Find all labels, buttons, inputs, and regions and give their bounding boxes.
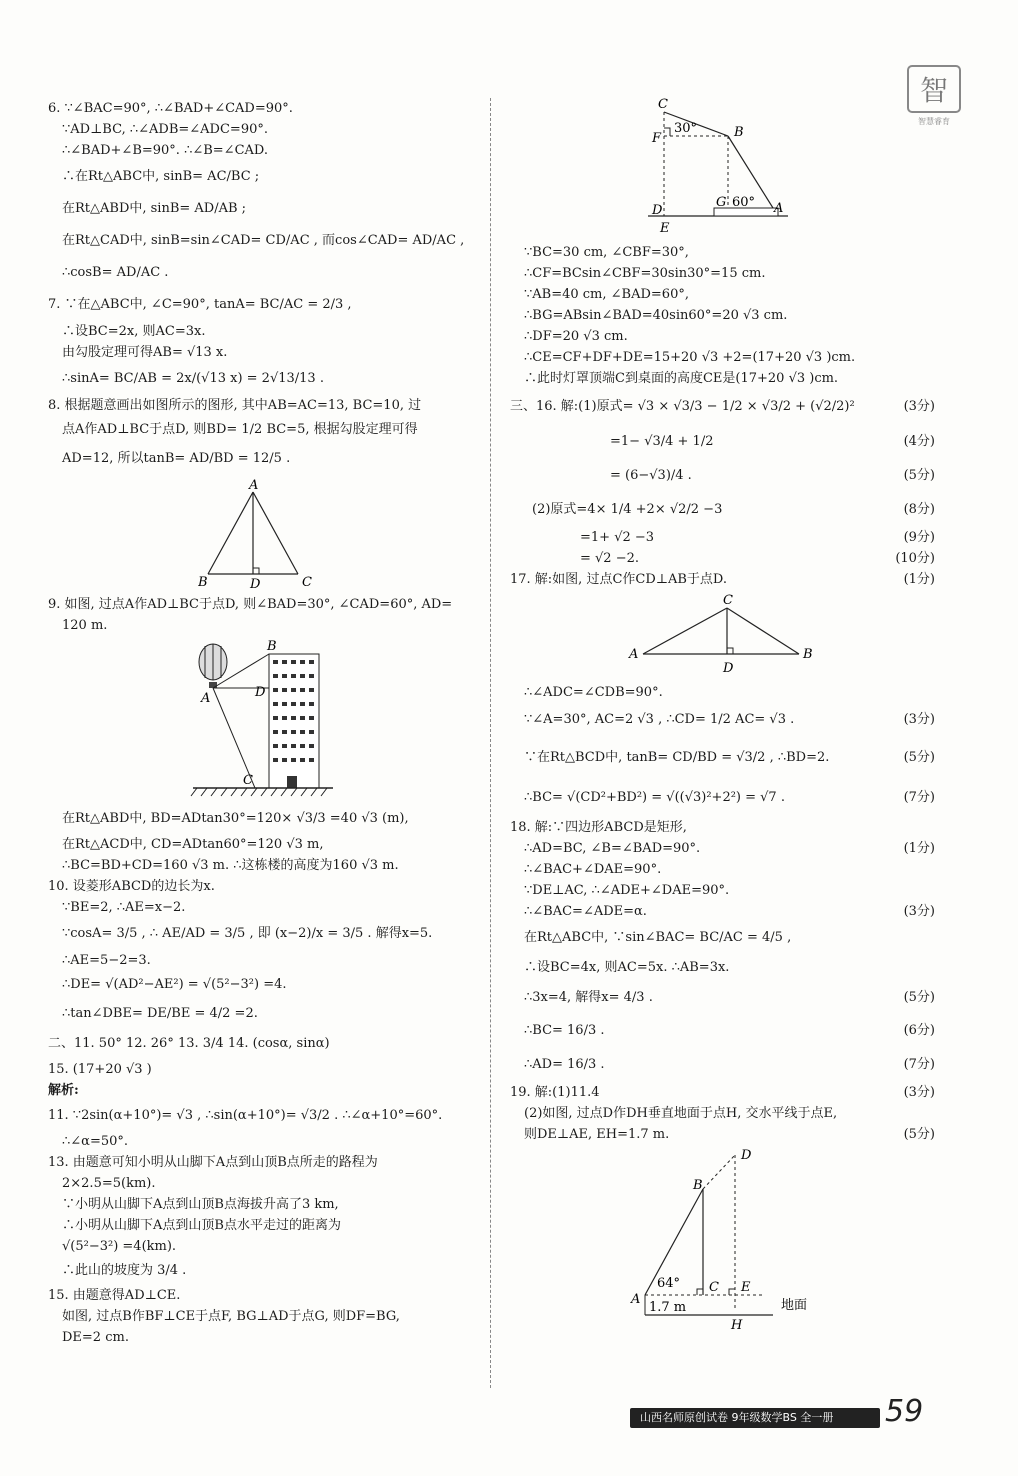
scored-line xyxy=(510,838,935,859)
step-text: ∴3x=4, 解得x= 4/3 . xyxy=(524,990,653,1005)
scored-line xyxy=(510,779,935,817)
scored-line xyxy=(510,817,935,838)
angle-64: 64° xyxy=(656,1276,680,1291)
step-text: 17. 解:如图, 过点C作CD⊥AB于点D. xyxy=(510,572,728,587)
scored-line xyxy=(510,954,935,982)
score-label: (7分) xyxy=(903,790,935,805)
step-text: ∴∠BAC+∠DAE=90°. xyxy=(524,862,662,877)
text-line: 8. 根据题意画出如图所示的图形, 其中AB=AC=13, BC=10, 过 xyxy=(48,398,422,413)
label-B: B xyxy=(802,647,813,662)
text-line: 9. 如图, 过点A作AD⊥BC于点D, 则∠BAD=30°, ∠CAD=60°, AD= xyxy=(48,597,453,612)
label-D: D xyxy=(250,577,261,590)
text-line: ∴此时灯罩顶端C到桌面的高度CE是(17+20 √3 )cm. xyxy=(524,371,839,386)
scored-line xyxy=(510,1103,935,1124)
triangle-figure-8 xyxy=(198,478,328,590)
score-label: (1分) xyxy=(903,841,935,856)
column-divider xyxy=(490,98,491,1388)
scored-line xyxy=(510,1014,935,1048)
page-number: 59 xyxy=(885,1394,924,1429)
text-line: ∵小明从山脚下A点到山顶B点海拔升高了3 km, xyxy=(62,1197,339,1212)
step-text: ∴设BC=4x, 则AC=5x. ∴AB=3x. xyxy=(524,960,730,975)
text-line: 15. 由题意得AD⊥CE. xyxy=(48,1288,181,1303)
label-B: B xyxy=(198,575,208,590)
label-C: C xyxy=(302,575,312,590)
text-line: ∴CE=CF+DF+DE=15+20 √3 +2=(17+20 √3 )cm. xyxy=(524,350,856,365)
scored-line xyxy=(510,527,935,548)
height-label: 1.7 m xyxy=(648,1300,686,1315)
footer-bar: 山西名师原创试卷 9年级数学BS 全一册 xyxy=(630,1408,880,1428)
text-line: 解析: xyxy=(48,1083,79,1098)
label-C: C xyxy=(708,1280,719,1295)
left-column xyxy=(48,98,478,1348)
text-line: 6. ∵∠BAC=90°, ∴∠BAD+∠CAD=90°. xyxy=(48,101,293,116)
step-text: (2)原式=4× 1/4 +2× √2/2 −3 xyxy=(532,502,723,517)
scored-line xyxy=(510,859,935,880)
score-label: (3分) xyxy=(903,712,935,727)
right-column xyxy=(510,98,935,1337)
label-E: E xyxy=(659,221,669,236)
scored-line xyxy=(510,682,935,703)
text-line: AD=12, 所以tanB= AD/BD = 12/5 . xyxy=(62,451,291,466)
label-B: B xyxy=(733,125,744,140)
score-label: (5分) xyxy=(903,990,935,1005)
label-H: H xyxy=(730,1318,742,1333)
text-line: 在Rt△ABD中, sinB= AD/AB ; xyxy=(62,201,247,216)
text-line: 在Rt△CAD中, sinB=sin∠CAD= CD/AC , 而cos∠CAD= AD/AC , xyxy=(62,233,465,248)
step-text: ∴BC= √(CD²+BD²) = √((√3)²+2²) = √7 . xyxy=(524,790,785,805)
label-B: B xyxy=(692,1178,703,1193)
mountain-figure xyxy=(623,1149,823,1333)
score-label: (5分) xyxy=(903,750,935,765)
angle-30: 30° xyxy=(673,121,697,136)
score-label: (4分) xyxy=(903,434,935,449)
step-text: 18. 解:∵四边形ABCD是矩形, xyxy=(510,820,687,835)
text-line: 如图, 过点B作BF⊥CE于点F, BG⊥AD于点G, 则DF=BG, xyxy=(62,1309,400,1324)
scored-line xyxy=(510,548,935,569)
label-D: D xyxy=(740,1149,751,1163)
lamp-figure xyxy=(638,98,808,238)
label-A: A xyxy=(773,201,783,216)
text-line: ∵BE=2, ∴AE=x−2. xyxy=(62,900,186,915)
text-line: ∴DF=20 √3 cm. xyxy=(524,329,628,344)
text-line: ∴DE= √(AD²−AE²) = √(5²−3²) =4. xyxy=(62,977,287,992)
score-label: (1分) xyxy=(903,572,935,587)
scored-line xyxy=(510,982,935,1014)
label-C: C xyxy=(243,773,253,788)
text-line: ∴cosB= AD/AC . xyxy=(62,265,169,280)
label-G: G xyxy=(715,195,726,210)
step-text: ∴∠ADC=∠CDB=90°. xyxy=(524,685,663,700)
step-text: 三、16. 解:(1)原式= √3 × √3/3 − 1/2 × √3/2 + (√2/2)² xyxy=(510,399,855,414)
scored-line xyxy=(510,901,935,922)
score-label: (6分) xyxy=(903,1023,935,1038)
text-line: ∴此山的坡度为 3/4 . xyxy=(62,1263,187,1278)
step-text: ∴AD= 16/3 . xyxy=(524,1057,605,1072)
scored-line xyxy=(510,703,935,737)
label-A: A xyxy=(630,1292,640,1307)
score-label: (10分) xyxy=(895,551,935,566)
triangle-figure-17 xyxy=(623,594,823,678)
scored-line xyxy=(510,737,935,779)
text-line: 7. ∵在△ABC中, ∠C=90°, tanA= BC/AC = 2/3 , xyxy=(48,297,352,312)
text-line: ∴在Rt△ABC中, sinB= AC/BC ; xyxy=(62,169,260,184)
text-line: 11. ∵2sin(α+10°)= √3 , ∴sin(α+10°)= √3/2 . ∴∠α+10°=60°. xyxy=(48,1108,443,1123)
label-C: C xyxy=(722,594,733,608)
step-text: 19. 解:(1)11.4 xyxy=(510,1085,600,1100)
scored-line xyxy=(510,425,935,459)
text-line: ∴AE=5−2=3. xyxy=(62,953,151,968)
balloon-building-figure xyxy=(183,640,343,800)
text-line: ∴CF=BCsin∠CBF=30sin30°=15 cm. xyxy=(524,266,766,281)
ground-label: 地面 xyxy=(780,1298,807,1313)
scored-line xyxy=(510,569,935,590)
text-line: 二、11. 50° 12. 26° 13. 3/4 14. (cosα, sinα) xyxy=(48,1036,330,1051)
text-line: 13. 由题意可知小明从山脚下A点到山顶B点所走的路程为 xyxy=(48,1155,378,1170)
text-line: √(5²−3²) =4(km). xyxy=(62,1239,177,1254)
text-line: ∴设BC=2x, 则AC=3x. xyxy=(62,324,206,339)
step-text: (2)如图, 过点D作DH垂直地面于点H, 交水平线于点E, xyxy=(524,1106,838,1121)
scored-line xyxy=(510,459,935,493)
text-line: 在Rt△ABD中, BD=ADtan30°=120× √3/3 =40 √3 (m), xyxy=(62,811,409,826)
text-line: ∵BC=30 cm, ∠CBF=30°, xyxy=(524,245,689,260)
label-D: D xyxy=(255,685,266,700)
text-line: ∵AD⊥BC, ∴∠ADB=∠ADC=90°. xyxy=(62,122,268,137)
text-line: 15. (17+20 √3 ) xyxy=(48,1062,152,1077)
score-label: (7分) xyxy=(903,1057,935,1072)
score-label: (3分) xyxy=(903,1085,935,1100)
text-line: 由勾股定理可得AB= √13 x. xyxy=(62,345,228,360)
step-text: =1+ √2 −3 xyxy=(580,530,655,545)
score-label: (5分) xyxy=(903,468,935,483)
text-line: 120 m. xyxy=(62,618,108,633)
label-A: A xyxy=(628,647,638,662)
text-line: 点A作AD⊥BC于点D, 则BD= 1/2 BC=5, 根据勾股定理可得 xyxy=(62,422,418,437)
scored-line xyxy=(510,1082,935,1103)
step-text: =1− √3/4 + 1/2 xyxy=(610,434,714,449)
text-line: ∴∠BAD+∠B=90°. ∴∠B=∠CAD. xyxy=(62,143,268,158)
scored-line xyxy=(510,880,935,901)
scored-line xyxy=(510,493,935,527)
score-label: (3分) xyxy=(903,399,935,414)
text-line: ∴tan∠DBE= DE/BE = 4/2 =2. xyxy=(62,1006,258,1021)
step-text: ∵∠A=30°, AC=2 √3 , ∴CD= 1/2 AC= √3 . xyxy=(524,712,795,727)
text-line: DE=2 cm. xyxy=(62,1330,129,1345)
text-line: 2×2.5=5(km). xyxy=(62,1176,156,1191)
angle-60: 60° xyxy=(731,195,755,210)
text-line: 在Rt△ACD中, CD=ADtan60°=120 √3 m, xyxy=(62,837,324,852)
step-text: ∴BC= 16/3 . xyxy=(524,1023,605,1038)
text-line: ∵AB=40 cm, ∠BAD=60°, xyxy=(524,287,689,302)
label-D: D xyxy=(651,203,662,218)
step-text: 则DE⊥AE, EH=1.7 m. xyxy=(524,1127,670,1142)
step-text: ∴AD=BC, ∠B=∠BAD=90°. xyxy=(524,841,701,856)
label-D: D xyxy=(722,661,733,676)
step-text: 在Rt△ABC中, ∵sin∠BAC= BC/AC = 4/5 , xyxy=(524,930,792,945)
score-label: (9分) xyxy=(903,530,935,545)
label-F: F xyxy=(651,131,661,146)
text-line: 10. 设菱形ABCD的边长为x. xyxy=(48,879,215,894)
score-label: (3分) xyxy=(903,904,935,919)
text-line: ∴小明从山脚下A点到山顶B点水平走过的距离为 xyxy=(62,1218,341,1233)
logo-caption: 智慧睿育 xyxy=(918,117,950,126)
score-label: (5分) xyxy=(903,1127,935,1142)
step-text: ∵在Rt△BCD中, tanB= CD/BD = √3/2 , ∴BD=2. xyxy=(524,750,830,765)
step-text: = √2 −2. xyxy=(580,551,640,566)
label-C: C xyxy=(657,98,668,112)
text-line: ∵cosA= 3/5 , ∴ AE/AD = 3/5 , 即 (x−2)/x = 3/5 . 解得x=5. xyxy=(62,926,433,941)
step-text: ∵DE⊥AC, ∴∠ADE+∠DAE=90°. xyxy=(524,883,730,898)
scored-line xyxy=(510,922,935,954)
label-B: B xyxy=(267,640,277,654)
step-text: = (6−√3)/4 . xyxy=(610,468,692,483)
scored-line xyxy=(510,389,935,425)
step-text: ∴∠BAC=∠ADE=α. xyxy=(524,904,647,919)
text-line: ∴BG=ABsin∠BAD=40sin60°=20 √3 cm. xyxy=(524,308,788,323)
label-E: E xyxy=(740,1280,750,1295)
logo-glyph: 智 xyxy=(919,74,949,107)
text-line: ∴∠α=50°. xyxy=(62,1134,129,1149)
text-line: ∴BC=BD+CD=160 √3 m. ∴这栋楼的高度为160 √3 m. xyxy=(62,858,399,873)
text-line: ∴sinA= BC/AB = 2x/(√13 x) = 2√13/13 . xyxy=(62,371,324,386)
scored-line xyxy=(510,1048,935,1082)
scored-line xyxy=(510,1124,935,1145)
score-label: (8分) xyxy=(903,502,935,517)
label-A: A xyxy=(201,691,211,706)
label-A: A xyxy=(249,478,259,493)
